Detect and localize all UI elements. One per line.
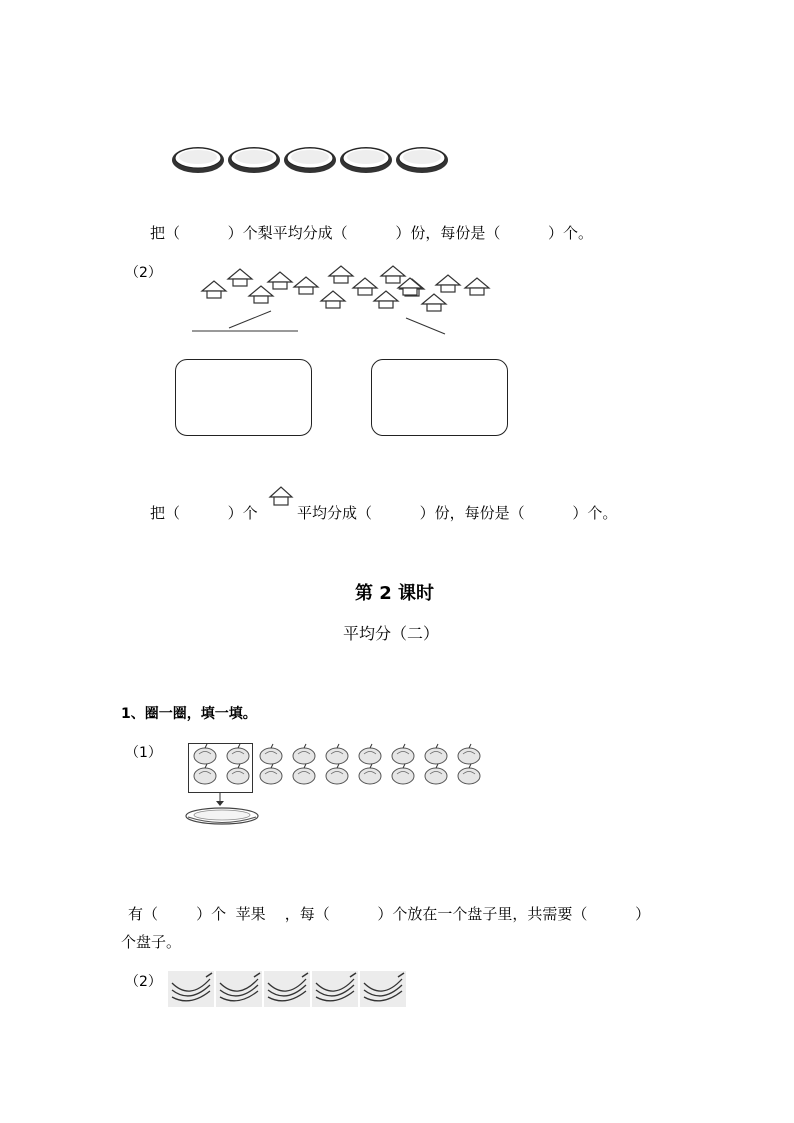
apple-sentence-line2: 个盘子。	[121, 933, 182, 951]
apple-sentence-line1: 有（ ）个 苹果 ，每（ ）个放在一个盘子里，共需要（ ）	[128, 905, 651, 923]
answer-box-right[interactable]	[371, 359, 508, 436]
circled-apples-group	[188, 743, 253, 793]
plate-icon	[396, 147, 448, 173]
house-icon	[465, 278, 489, 295]
house-icon	[329, 266, 353, 283]
apple-icon	[425, 744, 447, 764]
apple-icon	[260, 744, 282, 764]
question-number-2b: （2）	[125, 974, 162, 990]
house-icon	[321, 291, 345, 308]
house-icon	[436, 275, 460, 292]
house-icon	[353, 278, 377, 295]
house-icon	[381, 266, 405, 283]
lesson-title: 第 2 课时	[355, 583, 435, 604]
banana-bunch-icon	[216, 971, 262, 1007]
house-icon	[202, 281, 226, 298]
house-icon	[422, 294, 446, 311]
answer-box-left[interactable]	[175, 359, 312, 436]
house-sentence-part2: 平均分成（ ）份，每份是（ ）个。	[297, 504, 618, 522]
house-icon	[268, 272, 292, 289]
banana-bunch-icon	[360, 971, 406, 1007]
question-number-2: （2）	[125, 265, 162, 281]
question-number-1: （1）	[125, 745, 162, 761]
house-icon	[268, 485, 298, 515]
banana-bunch-icon	[168, 971, 214, 1007]
house-icon	[294, 277, 318, 294]
plate-icon	[184, 806, 264, 830]
apple-icon	[260, 764, 282, 784]
banana-bunch-icon	[264, 971, 310, 1007]
plate-icon	[340, 147, 392, 173]
plate-icon	[284, 147, 336, 173]
apple-icon	[293, 764, 315, 784]
apple-icon	[359, 744, 381, 764]
lesson-subtitle: 平均分（二）	[343, 624, 440, 643]
apple-icon	[425, 764, 447, 784]
apple-icon	[392, 764, 414, 784]
house-sentence-part1: 把（ ）个	[150, 504, 258, 522]
banana-bunch-icon	[312, 971, 358, 1007]
apple-icon	[458, 764, 480, 784]
house-icon	[228, 269, 252, 286]
apple-icon	[326, 744, 348, 764]
pear-division-sentence: 把（ ）个梨平均分成（ ）份，每份是（ ）个。	[150, 224, 594, 242]
plate-icon	[228, 147, 280, 173]
house-icon	[249, 286, 273, 303]
apple-icon	[293, 744, 315, 764]
apple-icon	[392, 744, 414, 764]
plate-icon	[172, 147, 224, 173]
apple-icon	[458, 744, 480, 764]
apple-icon	[359, 764, 381, 784]
house-icon	[374, 291, 398, 308]
exercise-heading: 1、圈一圈，填一填。	[121, 706, 257, 722]
apple-icon	[326, 764, 348, 784]
